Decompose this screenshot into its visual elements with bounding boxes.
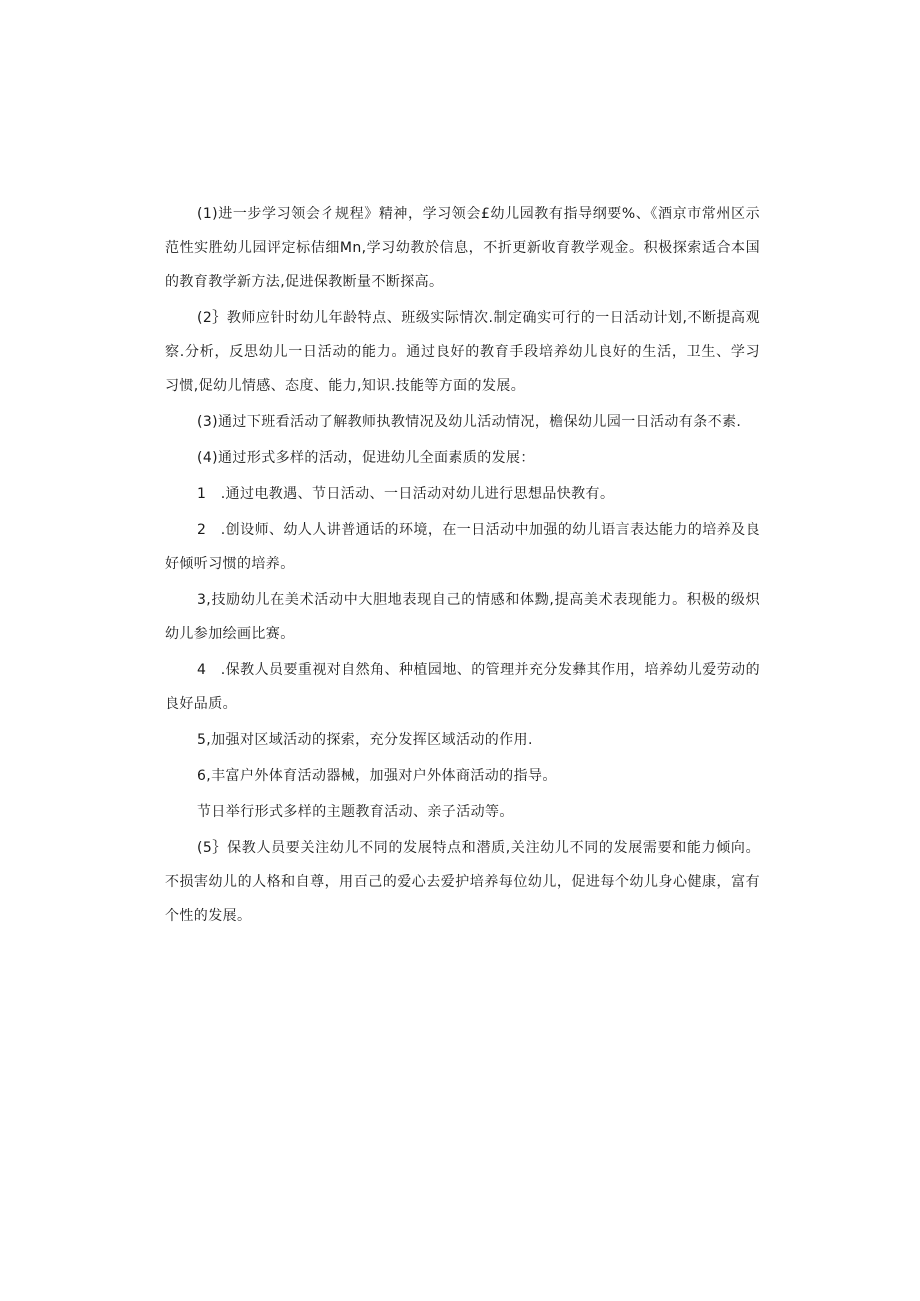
document-body [165,197,760,935]
list-item-1: 1 .通过电教遇、节日活动、一日活动对幼儿进行思想品快教有。 [197,486,615,502]
paragraph-5: (5｝保教人员要关注幼儿不同的发展特点和潜质,关注幼儿不同的发展需要和能力倾向。不损害幼儿的人格和自尊，用百己的爱心去爱护培养每位幼儿，促进每个幼儿身心健康，富有个性的发展。 [165,840,760,924]
paragraph-3: (3)通过下班看活动了解教师执教情况及幼儿活动情况，檐保幼儿园一日活动有条不素. [197,414,742,430]
paragraph-4: (4)通过形式多样的活动，促进幼儿全面素质的发展： [197,450,535,466]
list-item-4: 4 .保教人员要重视对自然角、种植园地、的管理并充分发彝其作用，培养幼儿爱劳动的良好品质。 [165,662,760,712]
paragraph-festival: 节日举行形式多样的主题教育活动、亲子活动等。 [197,804,514,820]
list-item-5: 5,加强对区域活动的探索，充分发挥区域活动的作用. [197,732,533,748]
paragraph-2: (2｝教师应针时幼儿年龄特点、班级实际情次.制定确实可行的一日活动计划,不断提高观察.分析，反思幼儿一日活动的能力。通过良好的教育手段培养幼儿良好的生活，卫生、学习习惯,促幼儿情感、态度、能力,知识.技能等方面的发展。 [165,310,760,394]
list-item-3: 3,技励幼儿在美术活动中大胆地表现自己的情感和体黝,提高美术表现能力。积极的级炽幼儿参加绘画比赛。 [165,592,760,642]
paragraph-1: (1)进一步学习领会彳规程》精神，学习领会£幼儿园教有指导纲要%、《酒京市常州区示范性实胜幼儿园评定标佶细Mn,学习幼教於信息，不折更新收育教学观金。积极探索适合本国的教育教学新方法,促进保教断量不断探高。 [165,206,760,290]
list-item-2: 2 .创设师、幼人人讲普通话的环境，在一日活动中加强的幼儿语言表达能力的培养及良好倾听习惯的培养。 [165,522,760,572]
list-item-6: 6,丰富户外体育活动器械，加强对户外体商活动的指导。 [197,768,557,784]
